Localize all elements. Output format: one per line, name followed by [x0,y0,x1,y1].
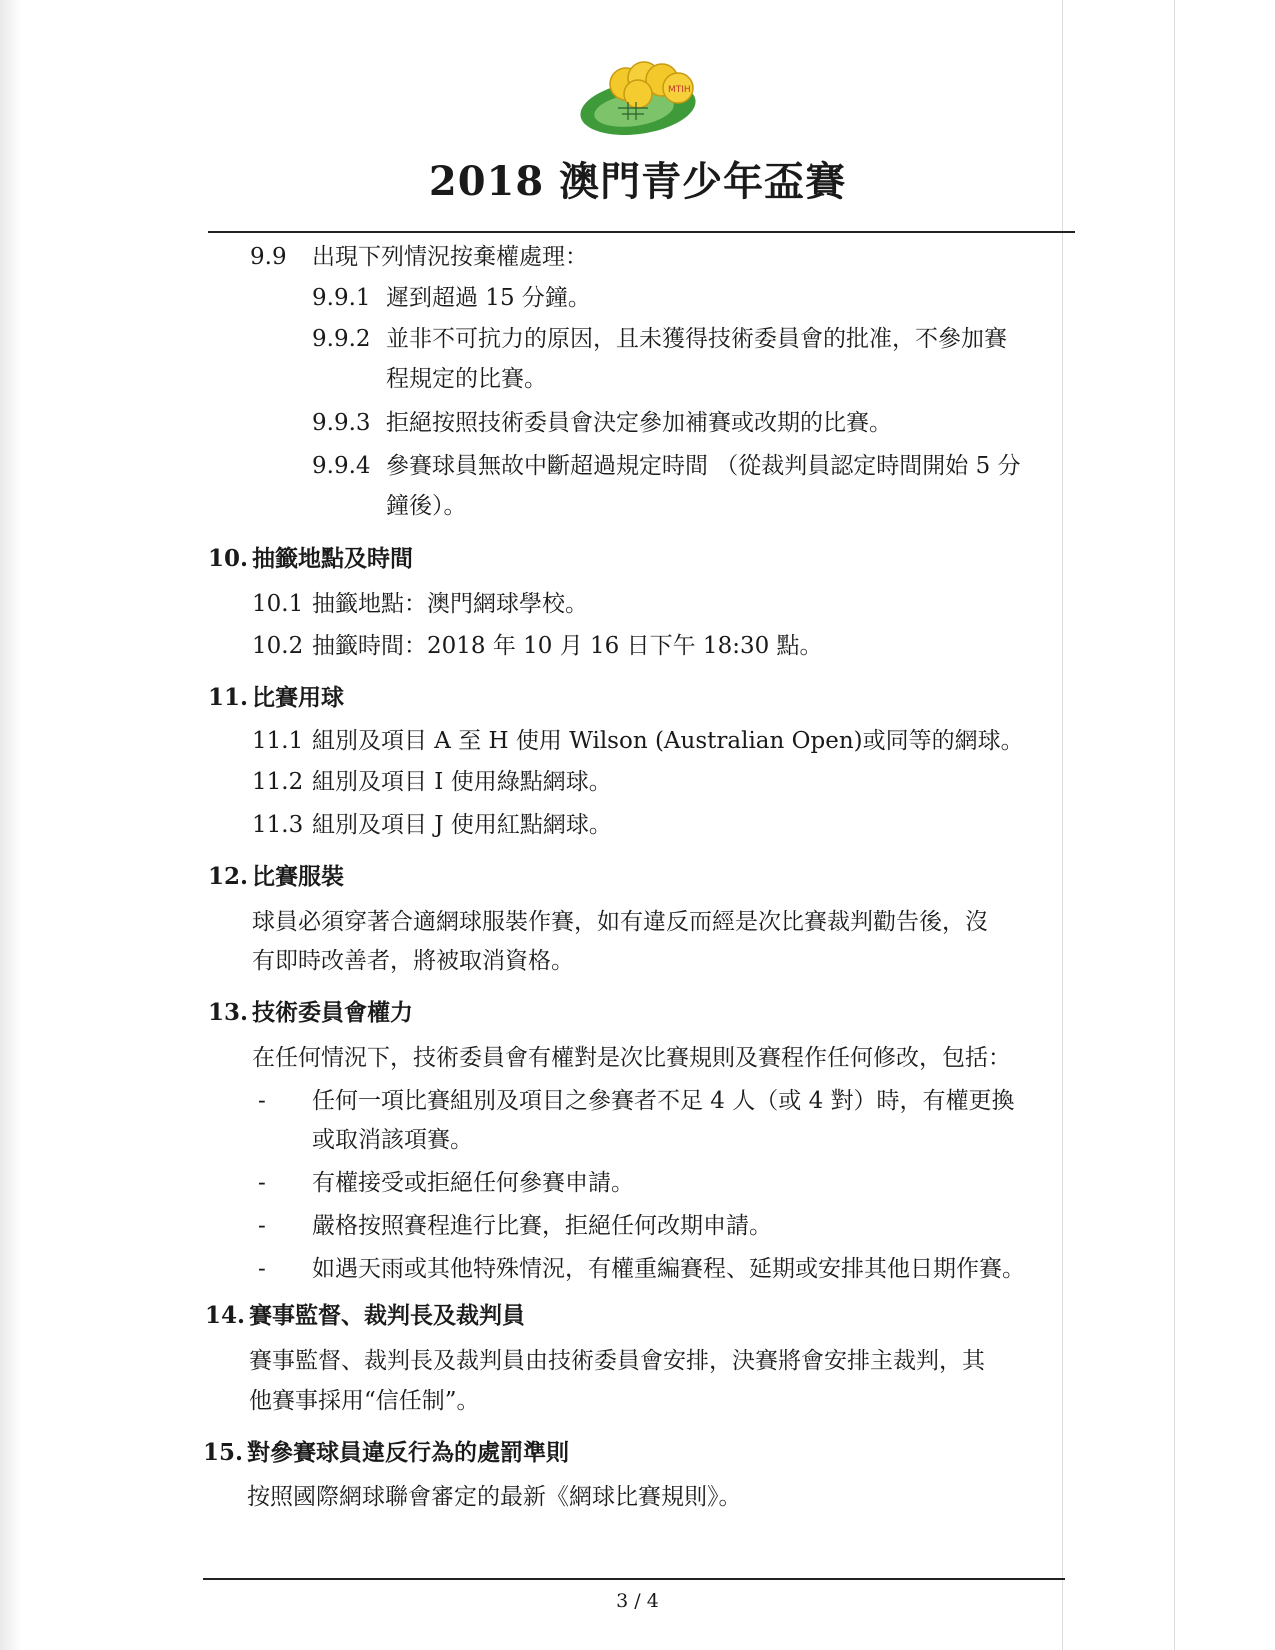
page-number: 3 / 4 [616,1590,659,1612]
clause-text: 組別及項目 A 至 H 使用 Wilson (Australian Open)或同等的網球。 [312,728,1024,754]
clause-number: 10.1 [252,591,304,617]
clause-number: 11.1 [252,728,304,754]
bullet-text: 如遇天雨或其他特殊情況，有權重編賽程、延期或安排其他日期作賽。 [312,1256,1025,1282]
logo-text: MTIH [668,85,691,95]
scan-artifact-line [1174,0,1175,1650]
bullet-text: 或取消該項賽。 [312,1127,473,1153]
clause-text: 程規定的比賽。 [386,366,547,392]
paragraph-text: 球員必須穿著合適網球服裝作賽，如有違反而經是次比賽裁判勸告後，沒 [252,909,988,935]
section-title: 比賽服裝 [252,863,344,890]
paragraph-text: 賽事監督、裁判長及裁判員由技術委員會安排，決賽將會安排主裁判，其 [249,1348,985,1374]
clause-number: 9.9.2 [312,326,371,352]
clause-text: 並非不可抗力的原因，且未獲得技術委員會的批准，不參加賽 [386,326,1007,352]
clause-number: 9.9.4 [312,453,371,479]
clause-text: 遲到超過 15 分鐘。 [386,285,591,311]
section-title: 對參賽球員違反行為的處罰準則 [247,1439,569,1466]
tournament-logo-icon [578,58,710,140]
section-title: 技術委員會權力 [252,999,413,1026]
section-number: 12. [208,863,249,890]
clause-text: 鐘後）。 [386,493,467,519]
clause-number: 9.9.1 [312,285,371,311]
section-title: 賽事監督、裁判長及裁判員 [249,1302,525,1329]
clause-number: 11.2 [252,769,304,795]
clause-text: 參賽球員無故中斷超過規定時間 （從裁判員認定時間開始 5 分 [386,453,1021,479]
bullet-text: 嚴格按照賽程進行比賽，拒絕任何改期申請。 [312,1213,772,1239]
bullet-mark: - [258,1170,266,1196]
clause-text: 抽籤地點：澳門網球學校。 [312,591,588,617]
section-title: 比賽用球 [252,684,344,711]
section-title: 抽籤地點及時間 [252,545,413,572]
clause-text: 抽籤時間：2018 年 10 月 16 日下午 18:30 點。 [312,633,823,659]
paragraph-text: 他賽事採用“信任制”。 [249,1388,480,1414]
paragraph-text: 按照國際網球聯會審定的最新《網球比賽規則》。 [247,1484,742,1510]
bullet-mark: - [258,1213,266,1239]
section-number: 14. [205,1302,246,1329]
section-number: 10. [208,545,249,572]
scan-edge [0,0,22,1650]
section-number: 13. [208,999,249,1026]
clause-text: 組別及項目 I 使用綠點網球。 [312,769,612,795]
clause-number: 9.9 [250,244,287,270]
clause-number: 10.2 [252,633,304,659]
page-title: 2018 澳門青少年盃賽 [428,158,847,205]
bullet-mark: - [258,1256,266,1282]
clause-text: 出現下列情況按棄權處理： [312,244,588,270]
bullet-text: 有權接受或拒絕任何參賽申請。 [312,1170,634,1196]
clause-text: 拒絕按照技術委員會決定參加補賽或改期的比賽。 [386,410,892,436]
scan-artifact-line [1062,0,1063,1650]
clause-number: 9.9.3 [312,410,371,436]
bullet-text: 任何一項比賽組別及項目之參賽者不足 4 人（或 4 對）時，有權更換 [312,1088,1015,1114]
section-number: 15. [203,1439,244,1466]
paragraph-text: 在任何情況下，技術委員會有權對是次比賽規則及賽程作任何修改，包括： [252,1045,1011,1071]
section-number: 11. [208,684,249,711]
clause-number: 11.3 [252,812,304,838]
footer-rule [203,1578,1065,1580]
paragraph-text: 有即時改善者，將被取消資格。 [252,948,574,974]
bullet-mark: - [258,1088,266,1114]
clause-text: 組別及項目 J 使用紅點網球。 [312,812,612,838]
header-rule [208,231,1075,233]
